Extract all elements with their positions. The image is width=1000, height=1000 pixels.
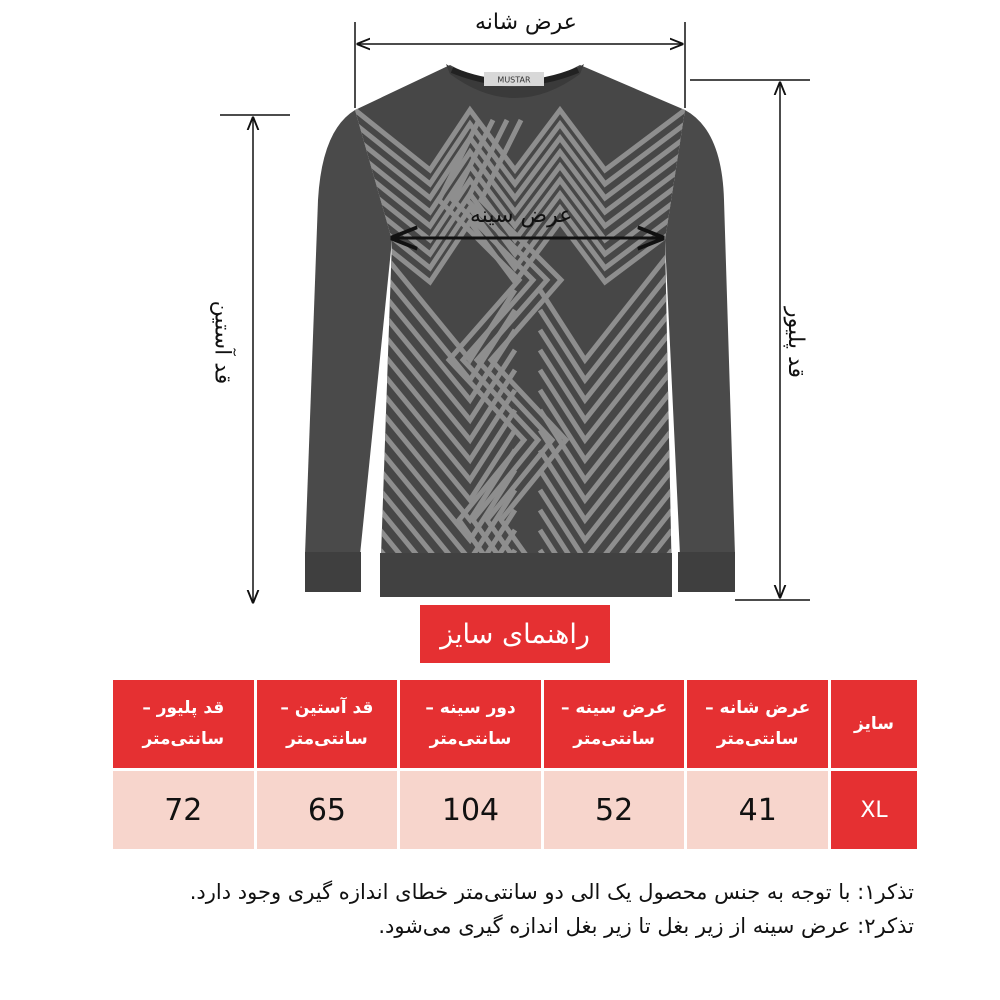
- header-chest-circumference: دور سینه – سانتی‌متر: [400, 680, 541, 768]
- cell-shoulder-width: 41: [687, 768, 828, 849]
- notes: [94, 876, 914, 943]
- size-guide-title: راهنمای سایز: [420, 605, 610, 663]
- brand-tag-text: MUSTAR: [497, 75, 531, 85]
- right-sleeve: [665, 110, 735, 592]
- cell-chest-width: 52: [544, 768, 685, 849]
- sweater-body: [355, 64, 685, 610]
- header-pullover-length: قد پلیور – سانتی‌متر: [113, 680, 254, 768]
- note-2: تذکر۲: عرض سینه از زیر بغل تا زیر بغل اندازه گیری می‌شود.: [378, 913, 914, 938]
- sleeve-length-label: قد آستین: [209, 300, 235, 385]
- shoulder-width-label: عرض شانه: [475, 10, 577, 35]
- cell-chest-circumference: 104: [400, 768, 541, 849]
- chest-width-label: عرض سینه: [470, 203, 573, 228]
- pullover-length-label: قد پلیور: [783, 306, 809, 379]
- note-1: تذکر۱: با توجه به جنس محصول یک الی دو سانتی‌متر خطای اندازه گیری وجود دارد.: [189, 880, 914, 904]
- size-table: [110, 680, 920, 849]
- header-size: سایز: [831, 680, 917, 768]
- cell-pullover-length: 72: [113, 768, 254, 849]
- table-row: [113, 768, 917, 849]
- cell-sleeve-length: 65: [257, 768, 398, 849]
- table-header-row: [113, 680, 917, 768]
- header-sleeve-length: قد آستین – سانتی‌متر: [257, 680, 398, 768]
- header-chest-width: عرض سینه – سانتی‌متر: [544, 680, 685, 768]
- cell-size: XL: [831, 768, 917, 849]
- header-shoulder-width: عرض شانه – سانتی‌متر: [687, 680, 828, 768]
